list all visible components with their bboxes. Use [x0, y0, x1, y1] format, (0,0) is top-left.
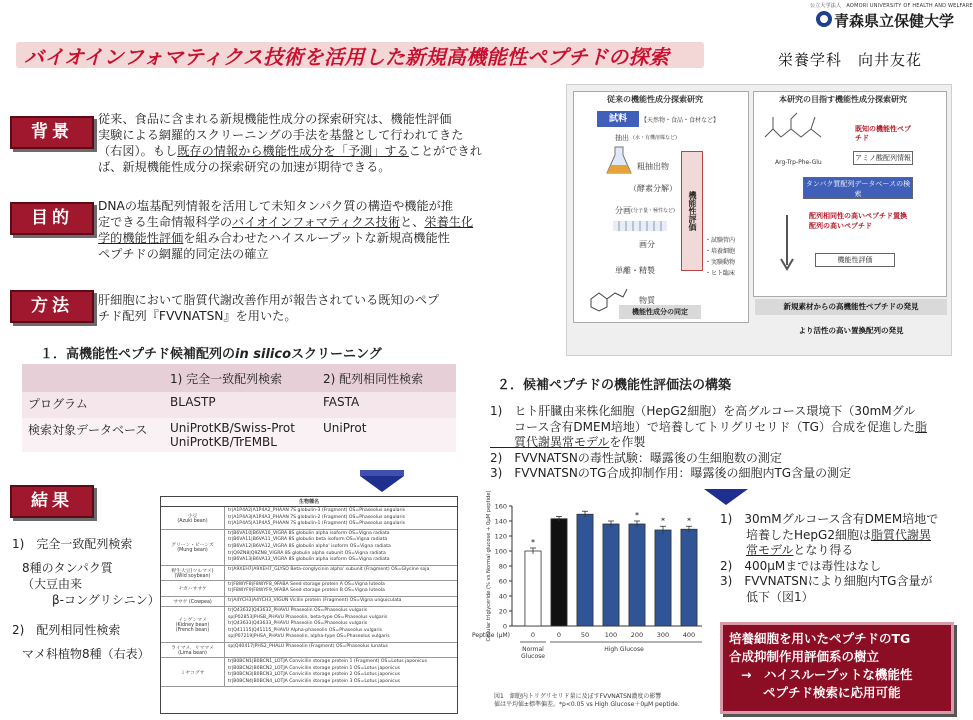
purpose-label: 目的 — [10, 202, 94, 235]
species-name: ミヤコグサ — [161, 658, 225, 686]
table-cell: プログラム — [22, 392, 164, 418]
conclusion-line: 培養細胞を用いたペプチドのTG — [729, 631, 911, 646]
extract-label: 抽出 — [615, 134, 629, 142]
results-line: 1) 完全一致配列検索 — [12, 537, 133, 551]
sequence-list — [225, 566, 457, 580]
sequence-list — [225, 643, 457, 657]
identify-box: 機能性成分の同定 — [619, 305, 701, 319]
caption-line: 図1 細胞内トリグリセリド量に及ぼすFVVNATSN濃度の影響 — [494, 693, 662, 700]
result-table-header: 生物種名 — [161, 497, 457, 507]
homology-result-table — [160, 496, 458, 714]
sequence-entry: tr|B6VA10|B6VA10_VIGRA 8S globulin alpha isoform OS=Vigna radiata — [228, 530, 390, 536]
sequence-entry: tr|A1P4A2|A1P4A2_PHAAN 7S globulin-3 (Fragment) OS=Phaseolus angularis — [228, 508, 406, 513]
table-row — [161, 507, 457, 530]
results-line: 低下（図1） — [746, 589, 814, 604]
database-search-box: タンパク質配列データベースの検索 — [803, 177, 913, 199]
results-line: 8種のタンパク質 — [22, 561, 113, 575]
sequence-entry: tr|B0BCN1|B0BCN1_LOTJA Convicilin storage protein 1 (Fragment) OS=Lotus japonicus — [228, 658, 427, 664]
sequence-entry: tr|B0BCN3|B0BCN3_LOTJA Convicilin storage protein 2 OS=Lotus japonicus — [228, 672, 401, 678]
background-line: （右図）。もし既存の情報から機能性成分を「予測」することができれ — [98, 144, 482, 158]
flow-arrow-icon — [777, 215, 797, 275]
purpose-line: DNAの塩基配列情報を活用して未知タンパク質の構造や機能が推 — [98, 199, 454, 213]
purpose-line: 定できる生命情報科学のバイオインフォマティクス技術と、栄養生化 — [98, 215, 474, 229]
table-row — [161, 597, 457, 607]
sequence-entry: tr|B0BCN2|B0BCN2_LOTJA Convicilin storage protein 1 OS=Lotus japonicus — [228, 665, 401, 671]
results-line: （大豆由来 — [22, 577, 83, 591]
species-name: 小豆 (Azuki bean) — [161, 507, 225, 529]
table-header-cell — [22, 364, 164, 392]
section2-line: 3) FVVNATSNのTG合成抑制作用：曝露後の細胞内TG含量の測定 — [490, 466, 852, 480]
section2-line: 質代謝異常モデルを作製 — [490, 435, 646, 449]
peptide-row-label: Peptide (μM) — [471, 632, 510, 639]
y-tick-label: 160 — [494, 502, 507, 511]
background-line: ば、新規機能性成分の探索研究の加速が期待できる。 — [98, 160, 391, 174]
candidate-peptide-label: 配列相同性の高いペプチド置換配列の高いペプチド — [809, 212, 907, 230]
species-name: ササゲ (Cowpea) — [161, 597, 225, 606]
conclusion-line: → ハイスループットな機能性 — [741, 667, 913, 682]
purpose-line: ペプチドの網羅的同定法の確立 — [98, 247, 269, 261]
sequence-list — [225, 597, 457, 606]
table-cell: UniProt — [317, 418, 456, 452]
table-row — [161, 581, 457, 597]
table-header-row — [22, 364, 456, 392]
table-cell: UniProtKB/Swiss-Prot UniProtKB/TrEMBL — [164, 418, 317, 452]
fractions-label: 画分 — [639, 240, 655, 249]
isolate-label: 単離・精製 — [615, 266, 655, 275]
species-name: ライマメ、リママメ (Lima bean) — [161, 643, 225, 657]
fraction-note: (分子量・極性など) — [631, 208, 675, 214]
background-text — [98, 111, 558, 175]
down-arrow-head-icon — [360, 476, 404, 492]
group-label: High Glucose — [604, 646, 644, 653]
sequence-entry: tr|A4YCH3|A4YCH3_VIGUN Vicilin protein (Fragment) OS=Vigna unguiculata — [228, 597, 402, 603]
table-row — [22, 392, 456, 418]
result-table-body — [161, 507, 457, 687]
conclusion-line: ペプチド検索に応用可能 — [763, 685, 901, 700]
university-subtitle: 公立大学法人 AOMORI UNIVERSITY OF HEALTH AND WELFARE — [810, 3, 973, 9]
sequence-entry: tr|B6VA12|B6VA12_VIGRA 8S globulin alpha' isoform OS=Vigna radiata — [228, 543, 391, 549]
sequence-entry: tr|A1P4A3|A1P4A3_PHAAN 7S globulin-2 (Fragment) OS=Phaseolus angularis — [228, 514, 406, 520]
method-label: 方法 — [10, 290, 94, 323]
species-name: グリーン・ピーンズ (Mung bean) — [161, 530, 225, 565]
table-row — [161, 658, 457, 687]
conventional-title: 従来の機能性成分探索研究 — [607, 95, 703, 104]
sequence-entry: tr|Q43633|Q43633_PHAVU Phaseolin OS=Phaseolus vulgaris — [228, 621, 368, 627]
university-emblem-icon — [816, 11, 832, 27]
fraction-tubes-icon — [613, 221, 667, 231]
table-cell: BLASTP — [164, 392, 317, 418]
fraction-label: 分画 — [615, 206, 631, 215]
substance-label: 物質 — [639, 296, 655, 305]
table-row — [161, 607, 457, 643]
section2-line: コース含有DMEM培地）で培養してトリグリセリド（TG）合成を促進した脂 — [490, 419, 927, 434]
purpose-line: 学的機能性評価を組み合わせたハイスループットな新規高機能性 — [98, 231, 450, 245]
sequence-entry: tr|F8WYF8|F8WYF8_9FABA Seed storage protein A OS=Vigna luteola — [228, 581, 385, 587]
caption-line: 値は平均値±標準偏差。*p<0.05 vs High Glucose＋0μM peptide. — [494, 701, 680, 708]
sequence-entry: tr|B6VA11|B6VA11_VIGRA 8S globulin beta isoform OS=Vigna radiata — [228, 537, 388, 543]
bar — [655, 530, 671, 626]
title-banner — [10, 38, 710, 70]
x-tick-label: 0 — [556, 631, 562, 639]
background-emphasis: 既存の情報から機能性成分を「予測」する — [177, 144, 409, 158]
sample-badge: 試料 — [597, 111, 639, 127]
sequence-entry: tr|Q9ZN8|Q9ZN8_VIGRA 8S globulin alpha subunit OS=Vigna radiata — [228, 550, 386, 556]
y-tick-label: 0 — [502, 622, 507, 631]
purpose-text — [98, 198, 558, 262]
evaluation-method: ・培養細胞 — [705, 248, 736, 255]
results-left-list — [12, 536, 162, 662]
y-tick-label: 80 — [498, 562, 507, 571]
results-line: 1) 30mMグルコース含有DMEM培地で — [720, 512, 939, 526]
bar — [629, 524, 645, 626]
y-tick-label: 60 — [498, 577, 507, 586]
method-text — [98, 292, 558, 324]
x-tick-label: 200 — [630, 631, 644, 639]
search-method-table — [22, 364, 456, 452]
sequence-entry: tr|B0BCN4|B0BCN4_LOTJA Convicilin storage protein 3 OS=Lotus japonicus — [228, 678, 401, 684]
evaluation-method: ・実験動物 — [705, 259, 736, 266]
results-line: マメ科植物8種（右表） — [22, 647, 150, 661]
table-cell: FASTA — [317, 392, 456, 418]
bar — [577, 514, 593, 626]
x-tick-label: 50 — [580, 631, 590, 639]
sequence-entry: tr|A1P4A5|A1P4A5_PHAAN 7S globulin-1 (Fragment) OS=Phaseolus angularis — [228, 521, 406, 527]
research-comparison-figure — [566, 84, 952, 356]
sequence-entry: tr|B6VA13|B6VA13_VIGRA 8S globulin alpha isoform OS=Vigna radiata — [228, 557, 390, 563]
group-label: Normal — [522, 646, 544, 653]
sequence-entry: tr|F8WYF9|F8WYF9_9FABA Seed storage protein B OS=Vigna luteola — [228, 588, 385, 594]
sequence-list — [225, 658, 457, 686]
bar — [525, 551, 541, 626]
method-line: チド配列『FVVNATSN』を用いた。 — [98, 309, 297, 323]
sequence-entry: sp|P07219|PHSA_PHAVU Phaseolin, alpha-type OS=Phaseolus vulgaris — [228, 634, 390, 640]
sequence-entry: sp|Q40417|PHS2_PHALU Phaseolin (Fragment) OS=Phaseolus lunatus — [228, 643, 388, 649]
university-logo — [760, 2, 973, 32]
sequence-entry: sp|P02853|PHSB_PHAVU Phaseolin, beta-type OS=Phaseolus vulgaris — [228, 614, 388, 620]
background-line: 実験による網羅的スクリーニングの手法を基盤として行われてきた — [98, 128, 464, 142]
extract-note: (水・有機溶媒など) — [633, 135, 677, 141]
section2-title: ２．候補ペプチドの機能性評価法の構築 — [497, 378, 732, 393]
purpose-emphasis: バイオインフォマティクス技術 — [232, 215, 401, 229]
significance-mark: * — [661, 516, 665, 526]
university-name: 青森県立保健大学 — [834, 12, 955, 30]
evaluation-methods — [705, 235, 749, 279]
table-row — [161, 643, 457, 658]
significance-mark: * — [687, 516, 691, 526]
species-name: インゲンマメ (Kidney bean) (French bean) — [161, 607, 225, 642]
results-right-list — [720, 512, 956, 605]
results-line: β-コングリシニン） — [52, 593, 160, 607]
sequence-entry: tr|A9XEH7|A9XEH7_GLYSO Beta-conglycinin alpha' subunit (Fragment) OS=Glycine soja — [228, 566, 430, 572]
enzyme-label: （酵素分解） — [629, 184, 677, 193]
flask-icon — [605, 145, 633, 175]
method-line: 肝細胞において脂質代謝改善作用が報告されている既知のペプ — [98, 293, 440, 307]
section2-line: 1) ヒト肝臓由来株化細胞（HepG2細胞）を高グルコース環境下（30mMグル — [490, 404, 916, 418]
chart-caption — [494, 693, 714, 709]
results-line: 2) 配列相同性検索 — [12, 623, 121, 637]
background-label: 背景 — [10, 116, 94, 149]
y-tick-label: 100 — [494, 547, 507, 556]
bar — [681, 529, 697, 626]
significance-mark: * — [635, 511, 639, 520]
new-discovery-box: 新規素材からの高機能性ペプチドの発見 — [755, 299, 947, 315]
table-row — [161, 566, 457, 581]
results-line: 2) 400μMまでは毒性はなし — [720, 558, 882, 573]
species-name: 野生大豆(ツルマメ) (Wild soybean) — [161, 566, 225, 580]
results-label: 結果 — [10, 485, 94, 518]
substitution-discovery-label: より活性の高い置換配列の発見 — [798, 326, 904, 335]
proposed-title: 本研究の目指す機能性成分探索研究 — [779, 95, 907, 104]
y-tick-label: 120 — [494, 532, 507, 541]
y-tick-label: 40 — [498, 592, 507, 601]
evaluation-box: 機能性評価 — [681, 151, 703, 271]
results-line: 常モデルとなり得る — [746, 543, 854, 557]
table-cell: 検索対象データベース — [22, 418, 164, 452]
x-tick-label: 100 — [604, 631, 618, 639]
amino-info-box: アミノ酸配列情報 — [853, 151, 913, 165]
sequence-entry: tr|Q41115|Q41115_PHAVU Alpha-phaseolin OS=Phaseolus vulgaris — [228, 627, 383, 633]
purpose-emphasis: 栄養生化 — [424, 215, 474, 229]
sequence-list — [225, 530, 457, 565]
species-name: ナガハササゲ — [161, 581, 225, 596]
function-eval-box: 機能性評価 — [815, 253, 895, 267]
evaluation-method: ・ヒト臨床 — [705, 270, 736, 277]
sequence-list — [225, 607, 457, 642]
table-row — [22, 418, 456, 452]
sequence-entry: tr|Q43632|Q43632_PHAVU Phaseolin OS=Phaseolus vulgaris — [228, 607, 368, 613]
conclusion-box — [720, 622, 954, 714]
table-header-cell: 2) 配列相同性検索 — [317, 364, 456, 392]
purpose-emphasis: 学的機能性評価 — [98, 231, 184, 245]
known-peptide-label: 既知の機能性ペプチド — [855, 125, 911, 142]
conclusion-line: 合成抑制作用評価系の樹立 — [729, 649, 880, 664]
results-line: 培養したHepG2細胞は脂質代謝異 — [746, 527, 931, 542]
bar — [551, 519, 567, 626]
crude-extract-label: 粗抽出物 — [637, 162, 669, 171]
tg-bar-chart — [471, 490, 712, 690]
sequence-list — [225, 507, 457, 529]
significance-mark: * — [531, 538, 535, 547]
results-line: 3) FVVNATSNにより細胞内TG含量が — [720, 574, 933, 588]
sample-note: 【天然物・食品・食材など】 — [641, 117, 720, 124]
evaluation-method: ・試験管内 — [705, 237, 736, 244]
background-line: 従来、食品に含まれる新規機能性成分の探索研究は、機能性評価 — [98, 112, 452, 126]
y-axis-label: Cellular triglyceride (% vs Normal glucose + 0μM peptide) — [486, 490, 492, 642]
sequence-list — [225, 581, 457, 596]
x-tick-label: 400 — [682, 631, 696, 639]
section2-list — [490, 404, 950, 482]
bar — [603, 524, 619, 626]
y-tick-label: 20 — [498, 607, 507, 616]
peptide-sequence: Arg-Trp-Phe-Glu — [775, 159, 822, 166]
section2-line: 2) FVVNATSNの毒性試験：曝露後の生細胞数の測定 — [490, 450, 782, 465]
group-label: Glucose — [521, 653, 545, 660]
x-tick-label: 300 — [656, 631, 670, 639]
table-row — [161, 530, 457, 566]
x-tick-label: 0 — [530, 631, 536, 639]
author: 栄養学科 向井友花 — [778, 51, 923, 69]
section1-title: １．高機能性ペプチド候補配列のin silicoスクリーニング — [40, 347, 382, 362]
peptide-structure-icon — [757, 107, 837, 157]
y-tick-label: 140 — [494, 517, 507, 526]
poster-title: バイオインフォマティクス技術を活用した新規高機能性ペプチドの探索 — [24, 45, 670, 69]
table-header-cell: 1) 完全一致配列検索 — [164, 364, 317, 392]
